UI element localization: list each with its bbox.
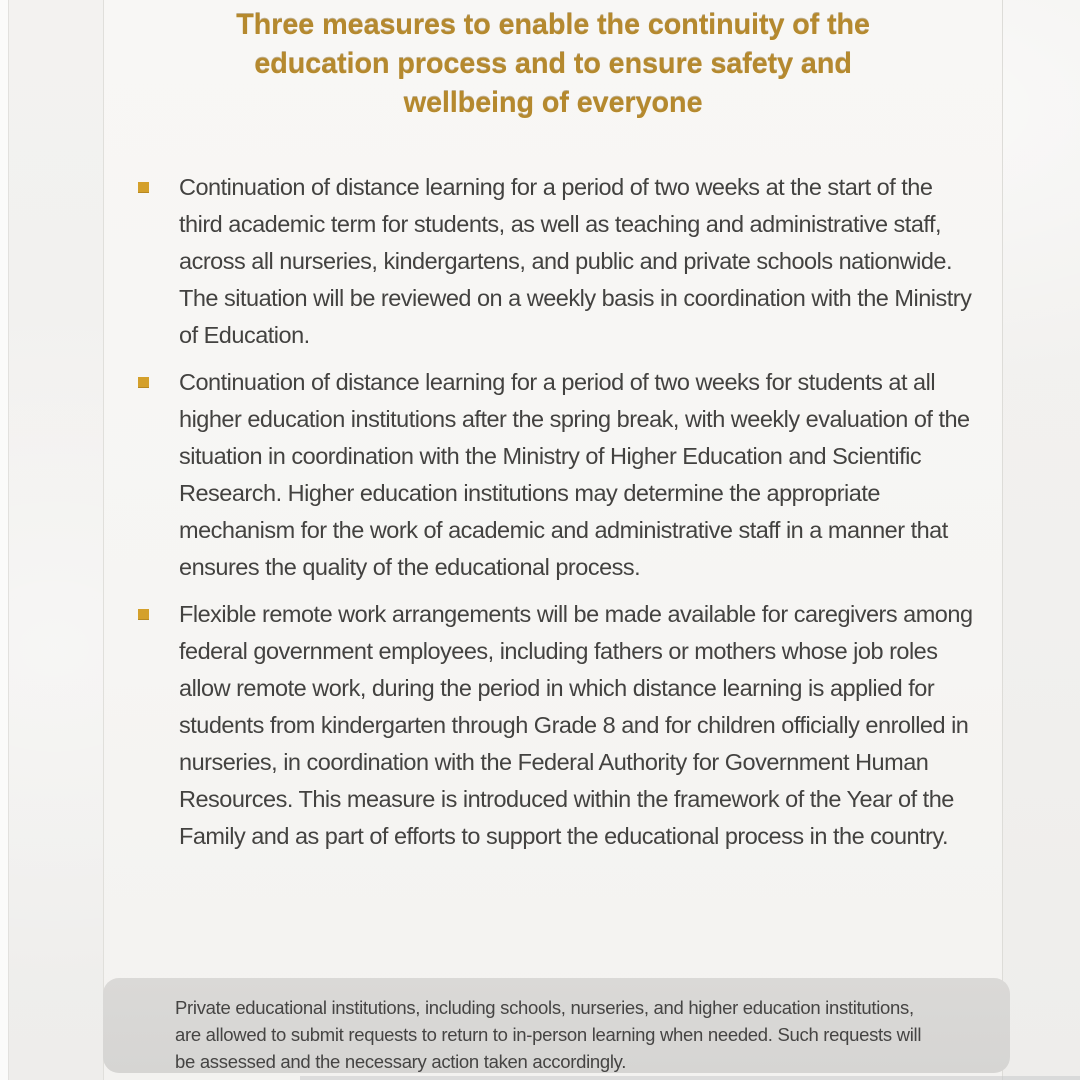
title-line-2: education process and to ensure safety and [254,48,852,80]
list-item-text: Continuation of distance learning for a period of two weeks for students at all higher education institutions after the spring break, with weekly evaluation of the situation in coordination with the Ministry of Higher Education and Scientific Research. Higher education institutions may determine the appropriate mechanism for the work of academic and administrative staff in a manner that ensures the quality of the educational process. [179,369,970,580]
footer-note-box [103,978,1010,1073]
bullet-square-icon [138,377,149,388]
list-item [138,169,1002,354]
bullet-square-icon [138,182,149,193]
bullet-square-icon [138,609,149,620]
content-column [103,0,1003,1080]
title-line-1: Three measures to enable the continuity of the [236,9,870,41]
footer-note-text: Private educational institutions, including schools, nurseries, and higher education institutions, are allowed to submit requests to return to in-person learning when needed. Such requests will be assessed and the necessary action taken accordingly. [175,997,922,1072]
list-item-text: Flexible remote work arrangements will be made available for caregivers among federal government employees, including fathers or mothers whose job roles allow remote work, during the period in which distance learning is applied for students from kindergarten through Grade 8 and for children officially enrolled in nurseries, in coordination with the Federal Authority for Government Human Resources. This measure is introduced within the framework of the Year of the Family and as part of efforts to support the educational process in the country. [179,601,973,849]
title-line-3: wellbeing of everyone [403,87,703,119]
list-item-text: Continuation of distance learning for a period of two weeks at the start of the third academic term for students, as well as teaching and administrative staff, across all nurseries, kindergartens, and public and private schools nationwide. The situation will be reviewed on a weekly basis in coordination with the Ministry of Education. [179,174,972,348]
list-item [138,596,1002,855]
list-item [138,364,1002,586]
bottom-edge-divider [300,1076,1080,1080]
measures-list [104,169,1002,855]
page-title [143,0,963,123]
left-edge-strip [0,0,9,1080]
